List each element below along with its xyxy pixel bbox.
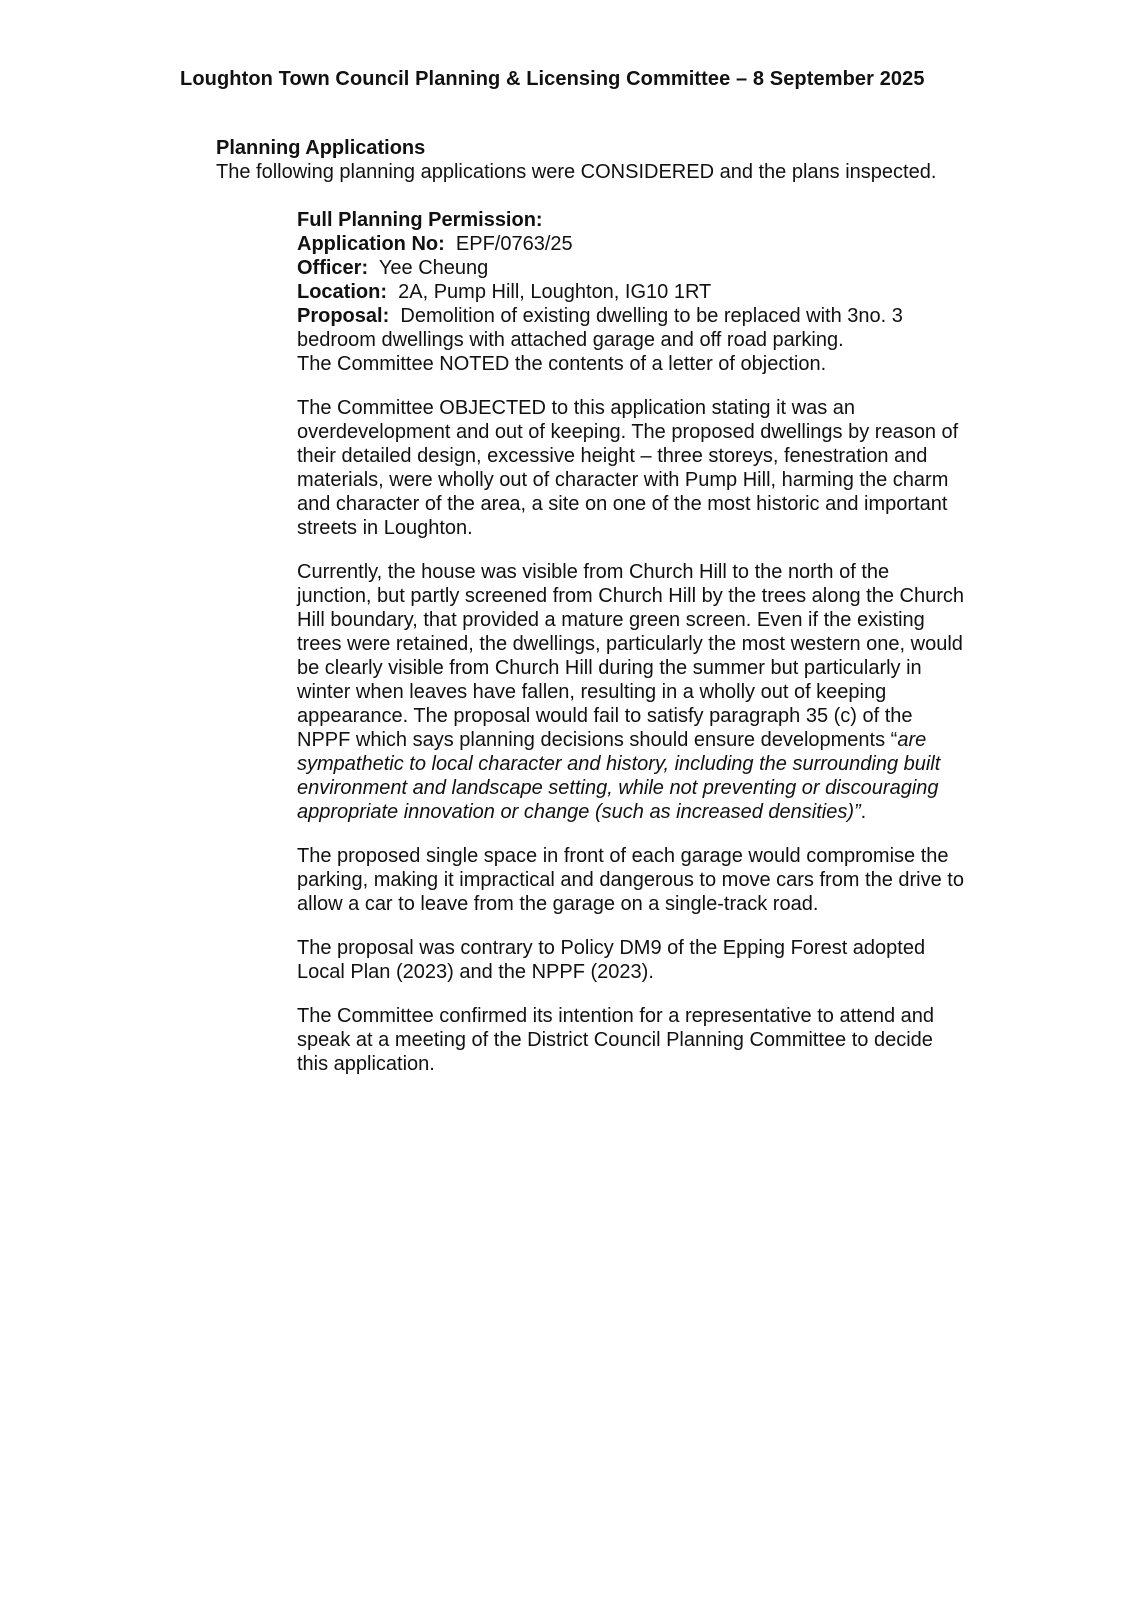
- quote-period: .: [860, 801, 867, 823]
- paragraph-line: The proposed single space in front of each garage would compromise the: [297, 845, 949, 867]
- paragraph-objection: [297, 396, 1007, 540]
- paragraph-line: Currently, the house was visible from Church Hill to the north of the: [297, 561, 890, 583]
- paragraph-line: streets in Loughton.: [297, 517, 473, 539]
- paragraph-representation: [297, 1004, 1007, 1076]
- proposal-value-line-1: Demolition of existing dwelling to be replaced with 3no. 3: [400, 305, 903, 327]
- application-type: Full Planning Permission:: [297, 209, 543, 231]
- location-value: 2A, Pump Hill, Loughton, IG10 1RT: [398, 281, 712, 303]
- paragraph-line: The proposal was contrary to Policy DM9 of the Epping Forest adopted: [297, 937, 926, 959]
- proposal-row: [297, 304, 1007, 328]
- application-number-label: Application No:: [297, 233, 445, 255]
- paragraph-line: this application.: [297, 1053, 435, 1075]
- location-label: Location:: [297, 281, 387, 303]
- paragraph-line: The Committee OBJECTED to this application stating it was an: [297, 397, 856, 419]
- quote-line: environment and landscape setting, while not preventing or discouraging: [297, 777, 939, 799]
- planning-applications-section: [216, 136, 1016, 184]
- application-number-row: [297, 232, 1007, 256]
- quote-end: appropriate innovation or change (such as increased densities)”: [297, 801, 861, 823]
- quote-start: are: [897, 729, 927, 751]
- paragraph-parking: [297, 844, 1007, 916]
- paragraph-line: appearance. The proposal would fail to satisfy paragraph 35 (c) of the: [297, 705, 913, 727]
- paragraph-line: Local Plan (2023) and the NPPF (2023).: [297, 961, 654, 983]
- proposal-value-line-2: bedroom dwellings with attached garage and off road parking.: [297, 329, 844, 351]
- paragraph-line: and character of the area, a site on one of the most historic and important: [297, 493, 948, 515]
- document-title: Loughton Town Council Planning & Licensing Committee – 8 September 2025: [180, 68, 925, 90]
- location-row: [297, 280, 1007, 304]
- paragraph-line: [297, 800, 1007, 824]
- paragraph-line: The Committee confirmed its intention for a representative to attend and: [297, 1005, 935, 1027]
- paragraph-line: trees were retained, the dwellings, particularly the most western one, would: [297, 633, 963, 655]
- paragraph-line: overdevelopment and out of keeping. The proposed dwellings by reason of: [297, 421, 959, 443]
- noted-objection-letter: The Committee NOTED the contents of a letter of objection.: [297, 353, 827, 375]
- paragraph-line: speak at a meeting of the District Council Planning Committee to decide: [297, 1029, 933, 1051]
- paragraph-visibility: [297, 560, 1007, 824]
- paragraph-line: junction, but partly screened from Church Hill by the trees along the Church: [297, 585, 965, 607]
- paragraph-line: materials, were wholly out of character with Pump Hill, harming the charm: [297, 469, 949, 491]
- nppf-text: NPPF which says planning decisions should ensure developments “: [297, 729, 898, 751]
- paragraph-line: allow a car to leave from the garage on a single-track road.: [297, 893, 819, 915]
- officer-value: Yee Cheung: [378, 257, 489, 279]
- paragraph-policy: [297, 936, 1007, 984]
- application-number-value: EPF/0763/25: [455, 233, 573, 255]
- paragraph-line: parking, making it impractical and dangerous to move cars from the drive to: [297, 869, 964, 891]
- section-intro: The following planning applications were CONSIDERED and the plans inspected.: [216, 161, 937, 183]
- paragraph-line: [297, 728, 1007, 752]
- paragraph-line: winter when leaves have fallen, resulting in a wholly out of keeping: [297, 681, 887, 703]
- section-heading: Planning Applications: [216, 137, 426, 159]
- paragraph-line: be clearly visible from Church Hill during the summer but particularly in: [297, 657, 922, 679]
- officer-label: Officer:: [297, 257, 369, 279]
- quote-line: sympathetic to local character and history, including the surrounding built: [297, 753, 941, 775]
- paragraph-line: their detailed design, excessive height – three storeys, fenestration and: [297, 445, 928, 467]
- officer-row: [297, 256, 1007, 280]
- proposal-label: Proposal:: [297, 305, 390, 327]
- application-block: [297, 208, 1007, 1076]
- paragraph-line: Hill boundary, that provided a mature green screen. Even if the existing: [297, 609, 925, 631]
